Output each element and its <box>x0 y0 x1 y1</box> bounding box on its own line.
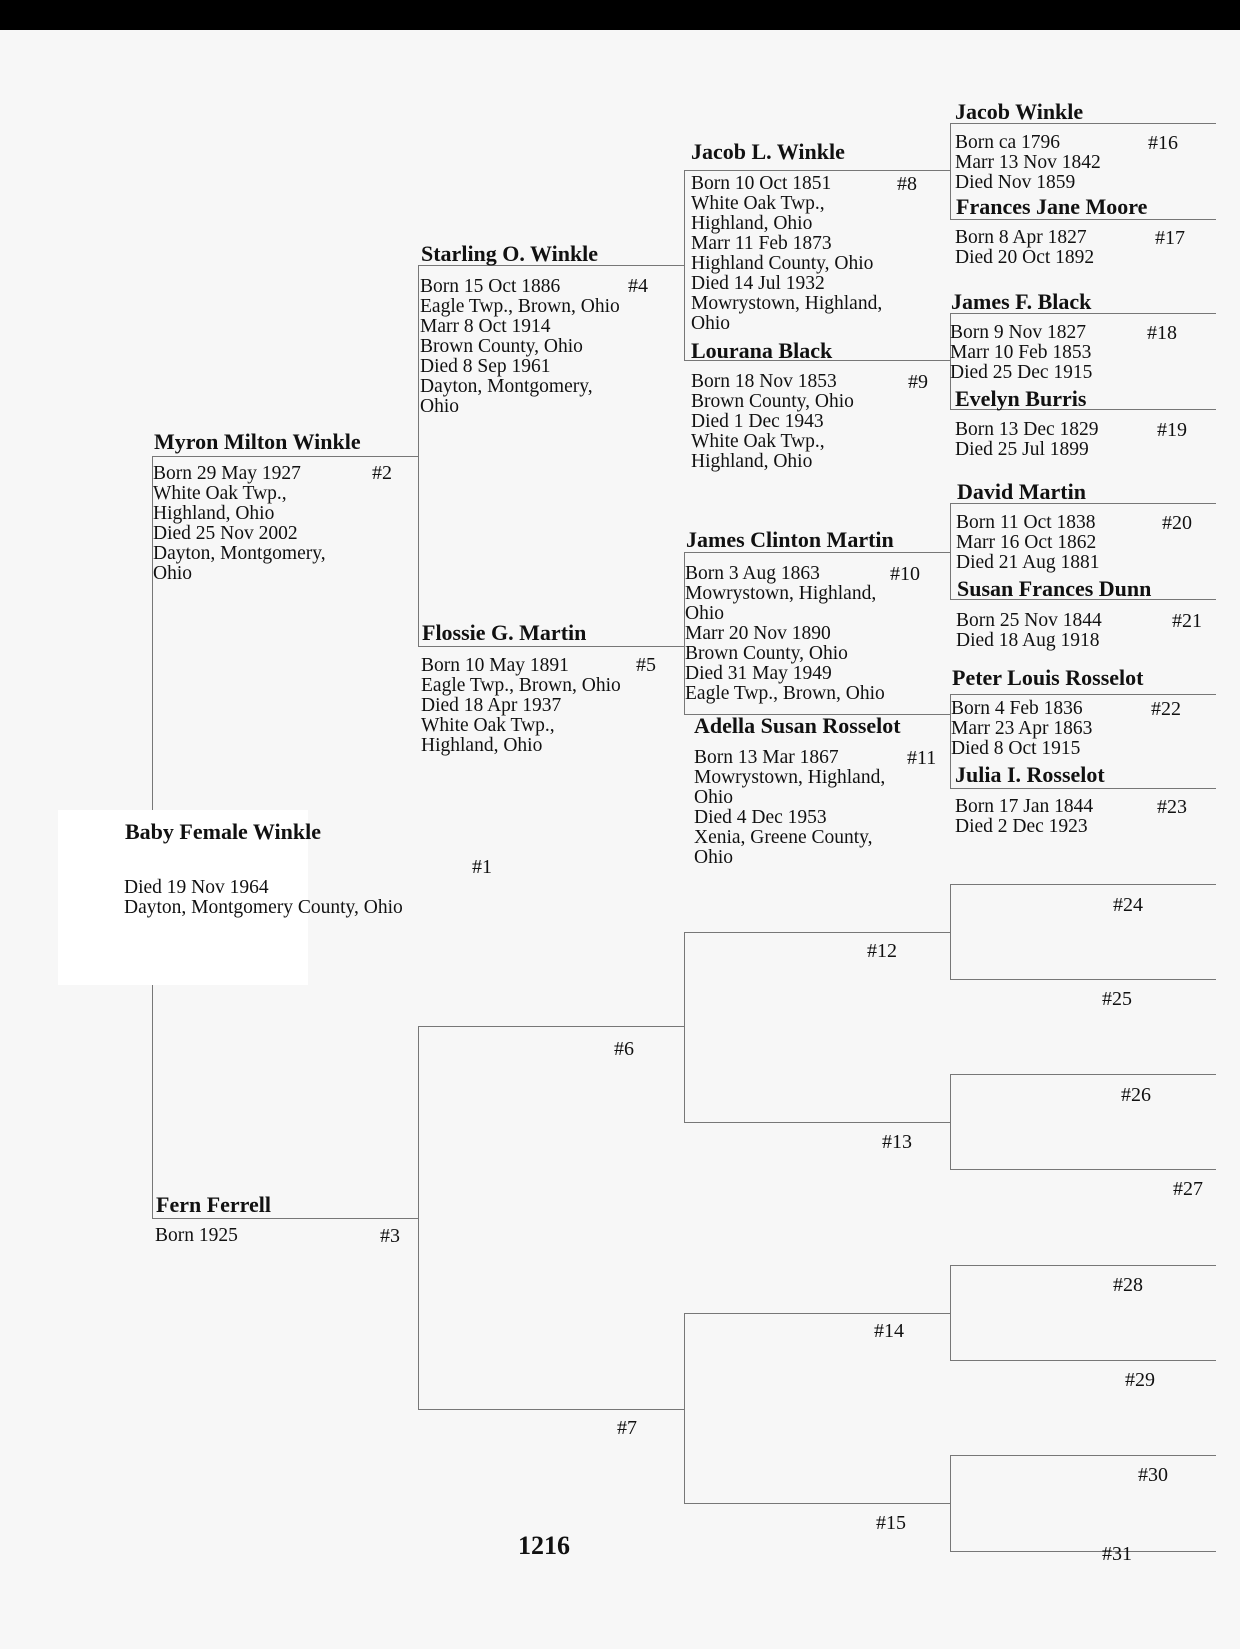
connector-line <box>684 932 950 933</box>
father-details: Born 29 May 1927 White Oak Twp., Highland, Ohio Died 25 Nov 2002 Dayton, Montgomery, Ohio <box>153 463 326 584</box>
ancestor-18-name: James F. Black <box>951 289 1092 314</box>
ancestor-20-number: #20 <box>1162 512 1192 534</box>
connector-line <box>152 1218 418 1219</box>
ancestor-14-number: #14 <box>874 1320 904 1342</box>
connector-line <box>950 1265 951 1360</box>
ancestor-18-number: #18 <box>1147 322 1177 344</box>
ancestor-12-number: #12 <box>867 940 897 962</box>
ancestor-23-details: Born 17 Jan 1844 Died 2 Dec 1923 <box>955 796 1094 837</box>
ancestor-20-details: Born 11 Oct 1838 Marr 16 Oct 1862 Died 21 Aug 1881 <box>956 512 1100 573</box>
connector-line <box>950 979 1216 980</box>
mother-details: Born 1925 <box>155 1225 238 1246</box>
paternal-grandmother-number: #5 <box>636 654 656 676</box>
root-person-name: Baby Female Winkle <box>125 819 321 844</box>
connector-line <box>684 170 685 360</box>
connector-line <box>684 170 950 171</box>
connector-line <box>950 1360 1216 1361</box>
connector-line <box>152 456 418 457</box>
ancestor-28-number: #28 <box>1113 1274 1143 1296</box>
ancestor-19-number: #19 <box>1157 419 1187 441</box>
ancestor-21-name: Susan Frances Dunn <box>957 576 1152 601</box>
maternal-grandfather-number: #6 <box>614 1038 634 1060</box>
connector-line <box>950 123 951 219</box>
ancestor-13-number: #13 <box>882 1131 912 1153</box>
connector-line <box>684 932 685 1122</box>
ancestor-8-name: Jacob L. Winkle <box>691 139 845 164</box>
ancestor-10-number: #10 <box>890 563 920 585</box>
ancestor-16-number: #16 <box>1148 132 1178 154</box>
connector-line <box>418 646 684 647</box>
ancestor-9-name: Lourana Black <box>691 338 833 363</box>
connector-line <box>950 1455 951 1551</box>
ancestor-16-name: Jacob Winkle <box>955 99 1084 124</box>
ancestor-10-details: Born 3 Aug 1863 Mowrystown, Highland, Ohio Marr 20 Nov 1890 Brown County, Ohio Died 31 May 1949 Eagle Twp., Brown, Ohio <box>685 563 885 704</box>
ancestor-20-name: David Martin <box>957 479 1086 504</box>
ancestor-18-details: Born 9 Nov 1827 Marr 10 Feb 1853 Died 25 Dec 1915 <box>950 322 1093 383</box>
connector-line <box>950 1455 1216 1456</box>
connector-line <box>950 694 1216 695</box>
connector-line <box>950 1074 1216 1075</box>
ancestor-8-details: Born 10 Oct 1851 White Oak Twp., Highland, Ohio Marr 11 Feb 1873 Highland County, Ohio Died 14 Jul 1932 Mowrystown, Highland, Ohio <box>691 173 883 334</box>
mother-name: Fern Ferrell <box>156 1192 272 1217</box>
ancestor-21-details: Born 25 Nov 1844 Died 18 Aug 1918 <box>956 610 1102 651</box>
page-number: 1216 <box>518 1531 570 1560</box>
connector-line <box>418 265 419 456</box>
ancestor-23-number: #23 <box>1157 796 1187 818</box>
ancestor-31-number: #31 <box>1102 1543 1132 1565</box>
paternal-grandfather-details: Born 15 Oct 1886 Eagle Twp., Brown, Ohio Marr 8 Oct 1914 Brown County, Ohio Died 8 Sep 1961 Dayton, Montgomery, Ohio <box>420 276 620 417</box>
ancestor-11-name: Adella Susan Rosselot <box>694 713 901 738</box>
ancestor-21-number: #21 <box>1172 610 1202 632</box>
connector-line <box>950 1265 1216 1266</box>
connector-line <box>418 1409 684 1410</box>
maternal-grandmother-number: #7 <box>617 1417 637 1439</box>
ancestor-25-number: #25 <box>1102 988 1132 1010</box>
ancestor-17-details: Born 8 Apr 1827 Died 20 Oct 1892 <box>955 227 1095 268</box>
paternal-grandfather-number: #4 <box>628 275 648 297</box>
paternal-grandmother-details: Born 10 May 1891 Eagle Twp., Brown, Ohio Died 18 Apr 1937 White Oak Twp., Highland, Ohio <box>421 655 621 756</box>
connector-line <box>152 985 153 1218</box>
connector-line <box>950 884 1216 885</box>
ancestor-19-details: Born 13 Dec 1829 Died 25 Jul 1899 <box>955 419 1099 460</box>
ancestor-24-number: #24 <box>1113 894 1143 916</box>
connector-line <box>418 1026 419 1409</box>
connector-line <box>950 788 1216 789</box>
ancestor-10-name: James Clinton Martin <box>686 527 894 552</box>
root-person-number: #1 <box>472 856 492 878</box>
ancestor-22-number: #22 <box>1151 698 1181 720</box>
ancestor-8-number: #8 <box>897 173 917 195</box>
ancestor-16-details: Born ca 1796 Marr 13 Nov 1842 Died Nov 1859 <box>955 132 1101 193</box>
ancestor-22-details: Born 4 Feb 1836 Marr 23 Apr 1863 Died 8 Oct 1915 <box>951 698 1093 759</box>
ancestor-19-name: Evelyn Burris <box>955 386 1087 411</box>
ancestor-15-number: #15 <box>876 1512 906 1534</box>
father-name: Myron Milton Winkle <box>154 429 361 454</box>
connector-line <box>950 1169 1216 1170</box>
paternal-grandmother-name: Flossie G. Martin <box>422 620 587 645</box>
connector-line <box>418 456 419 646</box>
connector-line <box>950 219 1216 220</box>
connector-line <box>950 884 951 979</box>
connector-line <box>684 1503 950 1504</box>
mother-number: #3 <box>380 1225 400 1247</box>
ancestor-9-details: Born 18 Nov 1853 Brown County, Ohio Died 1 Dec 1943 White Oak Twp., Highland, Ohio <box>691 371 854 472</box>
connector-line <box>684 1122 950 1123</box>
connector-line <box>950 503 951 599</box>
connector-line <box>950 1074 951 1169</box>
ancestor-22-name: Peter Louis Rosselot <box>952 665 1144 690</box>
ancestor-17-name: Frances Jane Moore <box>956 194 1148 219</box>
connector-line <box>418 1026 684 1027</box>
father-number: #2 <box>372 462 392 484</box>
connector-line <box>684 1313 950 1314</box>
ancestor-9-number: #9 <box>908 371 928 393</box>
ancestor-30-number: #30 <box>1138 1464 1168 1486</box>
connector-line <box>684 1313 685 1503</box>
top-black-border <box>0 0 1240 30</box>
ancestor-27-number: #27 <box>1173 1178 1203 1200</box>
ancestor-29-number: #29 <box>1125 1369 1155 1391</box>
connector-line <box>684 552 950 553</box>
ancestor-11-number: #11 <box>907 747 937 769</box>
connector-line <box>950 1551 1216 1552</box>
paternal-grandfather-name: Starling O. Winkle <box>421 241 599 266</box>
ancestor-11-details: Born 13 Mar 1867 Mowrystown, Highland, Ohio Died 4 Dec 1953 Xenia, Greene County, Ohio <box>694 747 886 868</box>
root-person-details: Died 19 Nov 1964 Dayton, Montgomery County, Ohio <box>124 877 403 918</box>
ancestor-26-number: #26 <box>1121 1084 1151 1106</box>
ancestor-23-name: Julia I. Rosselot <box>955 762 1105 787</box>
ancestor-17-number: #17 <box>1155 227 1185 249</box>
